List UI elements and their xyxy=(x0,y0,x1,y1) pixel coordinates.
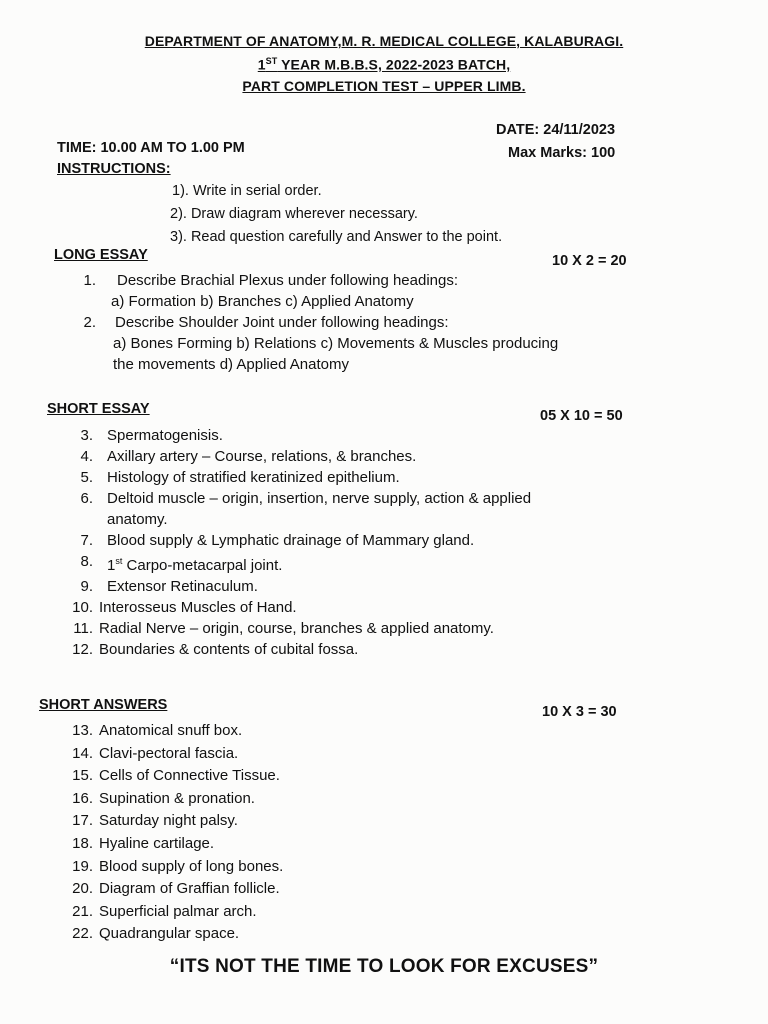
question-text: Anatomical snuff box. xyxy=(99,722,243,739)
question-text: Blood supply of long bones. xyxy=(99,857,284,875)
short-answer-question xyxy=(63,901,283,924)
question-text: Cells of Connective Tissue. xyxy=(99,767,280,785)
question-text: Interosseus Muscles of Hand. xyxy=(99,599,297,616)
question-number: 10. xyxy=(72,599,93,616)
short-essay-question xyxy=(63,488,531,530)
short-essay-question xyxy=(63,576,531,597)
ordinal-number: 1 xyxy=(107,557,116,574)
instruction-item: 1). Write in serial order. xyxy=(172,183,322,199)
exam-time: TIME: 10.00 AM TO 1.00 PM xyxy=(57,140,245,156)
short-essay-heading: SHORT ESSAY xyxy=(47,401,150,417)
question-number: 8. xyxy=(80,553,93,570)
short-essay-question xyxy=(63,530,531,551)
question-number: 1. xyxy=(83,272,96,289)
question-number: 6. xyxy=(80,490,93,507)
batch-title xyxy=(0,56,768,73)
question-number: 13. xyxy=(72,722,93,739)
long-essay-subpoints xyxy=(66,291,558,312)
short-essay-question xyxy=(63,639,531,660)
long-essay-marks: 10 X 2 = 20 xyxy=(552,253,627,269)
short-essay-question xyxy=(63,618,531,639)
long-essay-list xyxy=(66,270,558,375)
question-text: Spermatogenisis. xyxy=(107,427,223,444)
question-text: Describe Brachial Plexus under following headings: xyxy=(117,272,459,289)
question-number: 16. xyxy=(72,789,93,807)
footer-motivational-quote: “ITS NOT THE TIME TO LOOK FOR EXCUSES” xyxy=(169,956,599,977)
question-text: Hyaline cartilage. xyxy=(99,834,215,852)
batch-text: YEAR M.B.B.S, 2022-2023 BATCH, xyxy=(277,56,511,73)
question-number: 19. xyxy=(72,857,93,875)
short-essay-question xyxy=(63,446,531,467)
question-text: Axillary artery – Course, relations, & branches. xyxy=(107,448,417,465)
question-text-continued: anatomy. xyxy=(107,511,168,528)
question-number: 14. xyxy=(72,744,93,762)
question-text: Describe Shoulder Joint under following headings: xyxy=(115,314,449,331)
short-answers-heading: SHORT ANSWERS xyxy=(39,697,168,713)
short-answer-question xyxy=(63,878,283,901)
question-text: Extensor Retinaculum. xyxy=(107,578,258,595)
long-essay-question xyxy=(66,312,558,333)
question-text: Supination & pronation. xyxy=(99,789,255,807)
question-number: 5. xyxy=(80,469,93,486)
short-essay-marks: 05 X 10 = 50 xyxy=(540,408,623,424)
question-number: 4. xyxy=(80,448,93,465)
batch-ordinal-suffix: ST xyxy=(265,56,278,66)
question-number: 11. xyxy=(73,620,93,637)
long-essay-heading: LONG ESSAY xyxy=(54,247,148,263)
question-number: 7. xyxy=(80,532,93,549)
question-text: Carpo-metacarpal joint. xyxy=(126,557,283,574)
question-number: 18. xyxy=(72,834,93,852)
question-text: Radial Nerve – origin, course, branches & applied anatomy. xyxy=(99,620,494,637)
question-number: 9. xyxy=(80,578,93,595)
short-essay-question xyxy=(63,597,531,618)
short-answer-question xyxy=(63,720,283,743)
question-number: 12. xyxy=(72,641,93,658)
question-text: Superficial palmar arch. xyxy=(99,902,257,920)
question-text: Quadrangular space. xyxy=(99,925,240,943)
short-essay-question xyxy=(63,551,531,576)
question-text: Clavi-pectoral fascia. xyxy=(99,744,239,762)
question-subpoint: a) Formation b) Branches c) Applied Anatomy xyxy=(111,293,414,310)
short-essay-question xyxy=(63,467,531,488)
instructions-heading: INSTRUCTIONS: xyxy=(57,161,171,177)
short-answer-question xyxy=(63,856,283,879)
department-title: DEPARTMENT OF ANATOMY,M. R. MEDICAL COLLEGE, KALABURAGI. xyxy=(144,33,624,49)
long-essay-subpoints xyxy=(66,333,558,375)
short-answer-question xyxy=(63,788,283,811)
short-answer-question xyxy=(63,743,283,766)
question-subpoint: the movements d) Applied Anatomy xyxy=(113,356,349,373)
short-answer-question xyxy=(63,810,283,833)
short-answer-question xyxy=(63,923,283,946)
question-number: 17. xyxy=(72,812,93,830)
question-text: Diagram of Graffian follicle. xyxy=(99,880,280,898)
question-subpoint: a) Bones Forming b) Relations c) Movements & Muscles producing xyxy=(113,335,559,352)
question-number: 2. xyxy=(83,314,96,331)
short-answers-marks: 10 X 3 = 30 xyxy=(542,704,617,720)
question-text: Boundaries & contents of cubital fossa. xyxy=(99,641,359,658)
short-answer-question xyxy=(63,765,283,788)
test-title: PART COMPLETION TEST – UPPER LIMB. xyxy=(242,78,526,94)
instruction-item: 3). Read question carefully and Answer to the point. xyxy=(170,229,503,245)
question-text: Saturday night palsy. xyxy=(99,812,238,830)
short-essay-list xyxy=(63,425,531,660)
exam-date: DATE: 24/11/2023 xyxy=(496,122,616,138)
question-text: Blood supply & Lymphatic drainage of Mammary gland. xyxy=(107,532,475,549)
question-number: 3. xyxy=(80,427,93,444)
short-answer-question xyxy=(63,833,283,856)
question-number: 15. xyxy=(72,767,93,785)
short-essay-question xyxy=(63,425,531,446)
batch-ordinal: 1 xyxy=(257,56,266,73)
question-number: 20. xyxy=(72,880,93,898)
short-answers-list xyxy=(63,720,283,946)
ordinal-suffix: st xyxy=(115,556,123,566)
question-number: 22. xyxy=(72,925,93,943)
long-essay-question xyxy=(66,270,558,291)
question-text: Histology of stratified keratinized epithelium. xyxy=(107,469,400,486)
max-marks: Max Marks: 100 xyxy=(508,145,616,161)
question-number: 21. xyxy=(72,902,93,920)
question-text: Deltoid muscle – origin, insertion, nerve supply, action & applied xyxy=(107,490,532,507)
instruction-item: 2). Draw diagram wherever necessary. xyxy=(170,206,418,222)
